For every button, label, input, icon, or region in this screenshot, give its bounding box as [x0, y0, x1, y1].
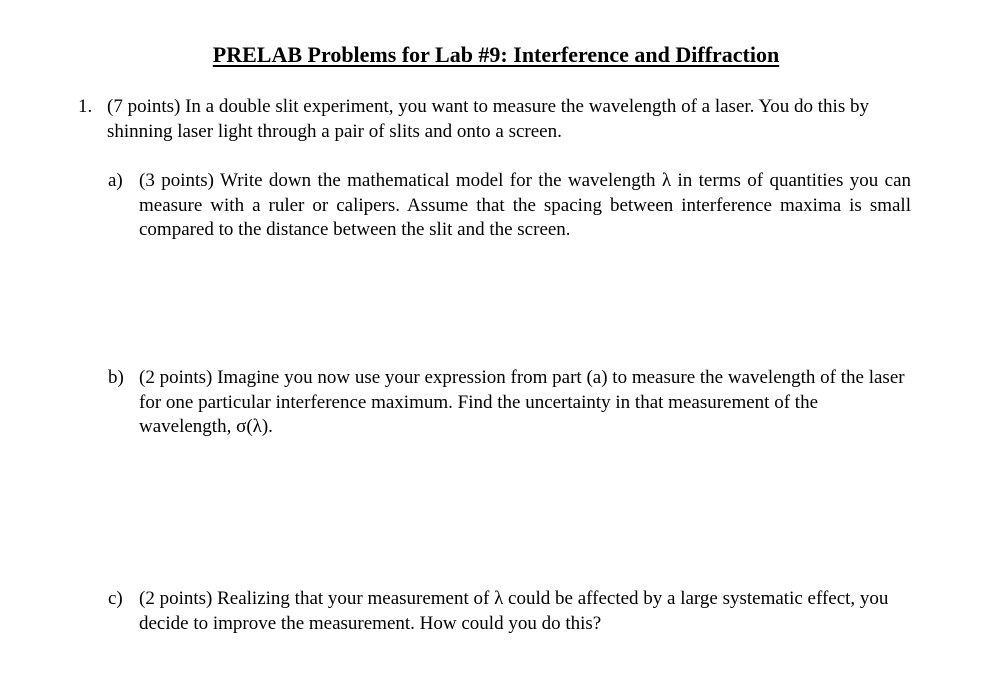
problem-1 [78, 94, 938, 144]
problem-number: 1. [78, 96, 93, 117]
part-b-text: (2 points) Imagine you now use your expression from part (a) to measure the wavelength of the laser for one particular interference maximum. Find the uncertainty in that measurement of the wavelength, σ(λ). [139, 367, 905, 437]
part-a-letter: a) [108, 170, 123, 191]
page-title-text: PRELAB Problems for Lab #9: Interference and Diffraction [212, 42, 780, 67]
part-c [108, 587, 918, 636]
part-c-letter: c) [108, 588, 123, 609]
problem-text: (7 points) In a double slit experiment, you want to measure the wavelength of a laser. You do this by shinning laser light through a pair of slits and onto a screen. [107, 96, 869, 142]
part-c-text: (2 points) Realizing that your measurement of λ could be affected by a large systematic effect, you decide to improve the measurement. How could you do this? [139, 588, 889, 634]
part-a [108, 169, 918, 243]
part-a-text: (3 points) Write down the mathematical model for the wavelength λ in terms of quantities you can measure with a ruler or calipers. Assume that the spacing between interference maxima is small compared to the distance between the slit and the screen. [139, 170, 911, 240]
part-b-letter: b) [108, 367, 124, 388]
page-title [0, 40, 992, 70]
part-b [108, 366, 918, 440]
